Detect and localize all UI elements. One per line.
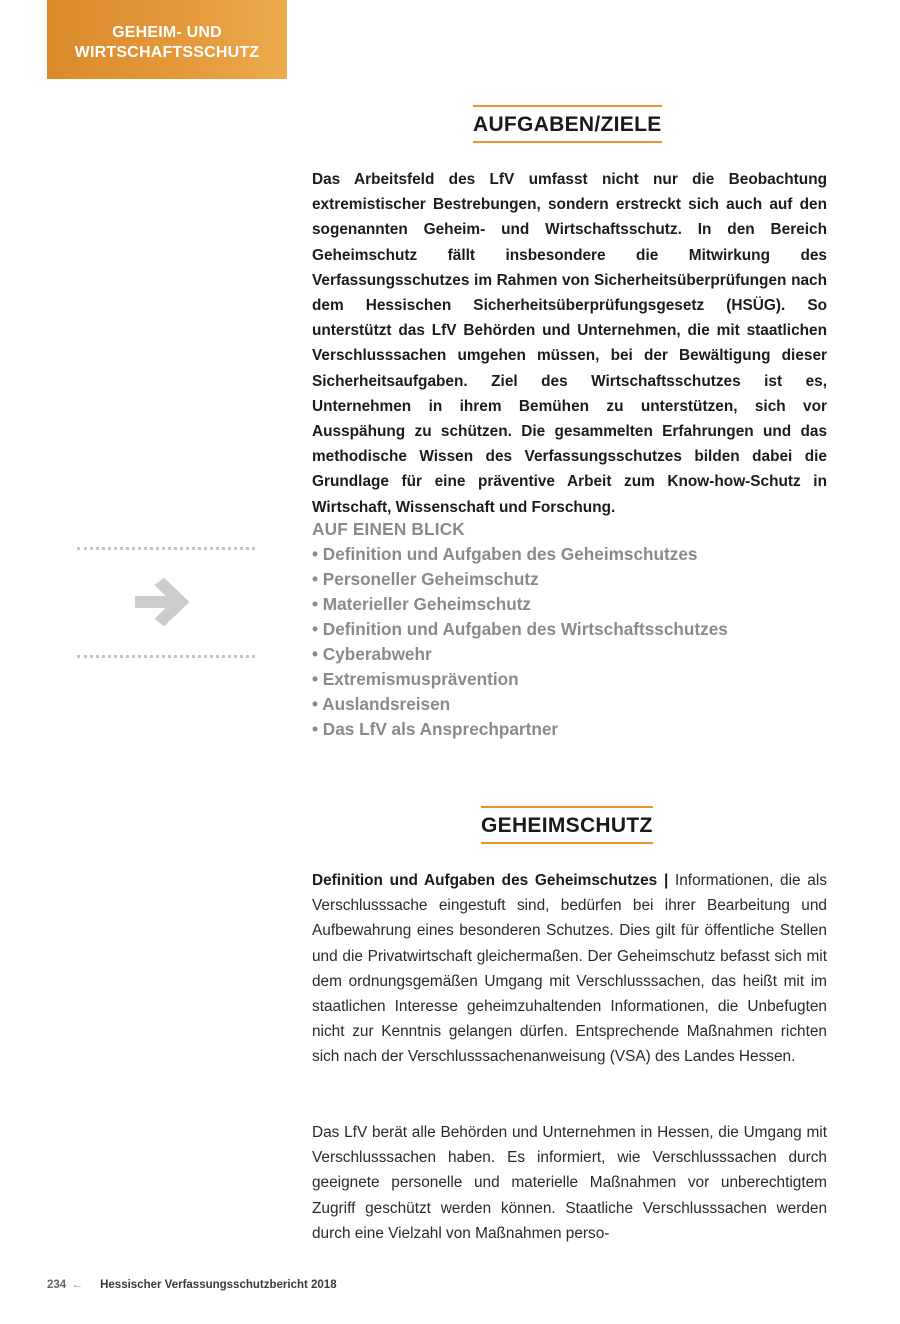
page-footer xyxy=(47,1279,337,1291)
section-heading-geheimschutz: GEHEIMSCHUTZ xyxy=(481,806,653,844)
chapter-tag xyxy=(47,0,287,79)
list-item: • Definition und Aufgaben des Wirtschaftsschutzes xyxy=(312,619,728,639)
divider-dots-top xyxy=(77,547,255,550)
list-item: • Cyberabwehr xyxy=(312,644,432,664)
paragraph-lead-in: Definition und Aufgaben des Geheimschutzes | xyxy=(312,872,669,889)
arrow-right-icon xyxy=(132,577,194,627)
page-number: 234 xyxy=(47,1279,67,1291)
divider-dots-bottom xyxy=(77,655,255,658)
list-item: • Das LfV als Ansprechpartner xyxy=(312,719,559,739)
list-item: • Materieller Geheimschutz xyxy=(312,594,532,614)
list-item: • Definition und Aufgaben des Geheimschutzes xyxy=(312,544,698,564)
at-a-glance-title: AUF EINEN BLICK xyxy=(312,519,465,539)
section-heading-aufgaben: AUFGABEN/ZIELE xyxy=(473,105,662,143)
list-item: • Auslandsreisen xyxy=(312,694,451,714)
chapter-tag-text xyxy=(75,23,260,63)
intro-paragraph: Das Arbeitsfeld des LfV umfasst nicht nur die Beobachtung extremistischer Bestrebungen, sondern erstreckt sich auch auf den sogenannten Geheim- und Wirtschaftsschutz. In den Bereich Geheimschutz fällt insbesondere die Mitwirkung des Verfassungsschutzes im Rahmen von Sicherheitsüberprüfungen nach dem Hessischen Sicherheitsüberprüfungsgesetz (HSÜG). So unterstützt das LfV Behörden und Unternehmen, die mit staatlichen Verschlusssachen umgehen müssen, bei der Bewältigung dieser Sicherheitsaufgaben. Ziel des Wirtschaftsschutzes ist es, Unternehmen in ihrem Bemühen zu unterstützen, sich vor Ausspähung zu schützen. Die gesammelten Erfahrungen und das methodische Wissen des Verfassungsschutzes bilden dabei die Grundlage für eine präventive Arbeit zum Know-how-Schutz in Wirtschaft, Wissenschaft und Forschung. xyxy=(312,171,827,516)
back-arrow-icon[interactable]: ← xyxy=(71,1279,83,1291)
paragraph-text: Informationen, die als Verschlusssache eingestuft sind, bedürfen bei ihrer Bearbeitung und Aufbewahrung eines besonderen Schutzes. Dies gilt für öffentliche Stellen und die Privatwirtschaft gleichermaßen. Der Geheimschutz befasst sich mit dem ordnungsgemäßen Umgang mit Verschlusssachen, das heißt mit im staatlichen Interesse geheimzuhaltenden Informationen, die Unbefugten nicht zur Kenntnis gelangen dürfen. Entsprechende Maßnahmen richten sich nach der Verschlusssachenanweisung (VSA) des Landes Hessen. xyxy=(312,872,827,1066)
at-a-glance-box xyxy=(312,517,832,742)
list-item: • Personeller Geheimschutz xyxy=(312,569,539,589)
paragraph-beratung: Das LfV berät alle Behörden und Unternehmen in Hessen, die Umgang mit Verschlusssachen haben. Es informiert, wie Verschlusssachen durch geeignete personelle und materielle Maßnahmen vor unberechtigtem Zugriff geschützt werden können. Staatliche Verschlusssachen werden durch eine Vielzahl von Maßnahmen perso- xyxy=(312,1124,827,1242)
paragraph-definition xyxy=(312,868,827,1070)
at-a-glance-list xyxy=(312,542,832,742)
chapter-tag-line2: WIRTSCHAFTSSCHUTZ xyxy=(74,43,260,61)
publication-title: Hessischer Verfassungsschutzbericht 2018 xyxy=(100,1279,337,1291)
list-item: • Extremismusprävention xyxy=(312,669,519,689)
chapter-tag-line1: GEHEIM- UND xyxy=(112,23,222,41)
